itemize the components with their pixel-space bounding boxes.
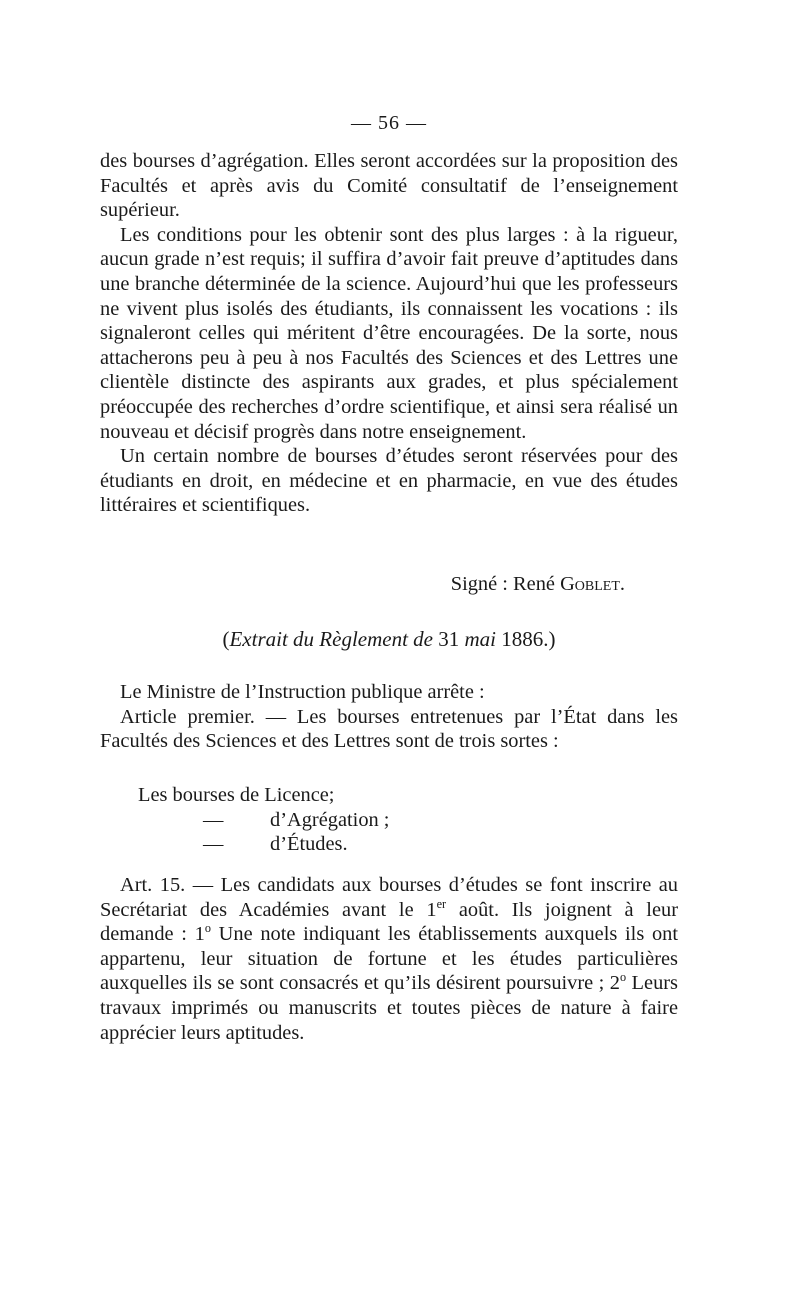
extract-open-paren: (	[222, 627, 230, 651]
superscript-er: er	[436, 896, 447, 911]
superscript-o-2: o	[619, 970, 627, 985]
intro-text	[100, 149, 678, 518]
article-15-end: Leurs travaux imprimés ou manuscrits et toutes pièces de nature à faire apprécier leurs aptitudes.	[100, 972, 678, 1044]
list-item	[100, 832, 678, 857]
list-dash: —	[203, 833, 224, 856]
article-15-mid-1: août. Ils joignent à leur demande : 1	[100, 898, 678, 946]
paragraph-conditions: Les conditions pour les obtenir sont des plus larges : à la rigueur, aucun grade n’est requis; il suffira d’avoir fait preuve d’aptitudes dans une branche déterminée de la science. Aujourd’hui que les professeurs ne vivent plus isolés des étudiants, ils connaissent les vocations : ils signaleront celles qui méritent d’être encouragées. De la sorte, nous attacherons peu à peu à nos Facultés des Sciences et des Lettres une clientèle distincte des aspirants aux grades, et plus spécialement préoccupée des recherches d’ordre scientifique, et ainsi sera réalisé un nouveau et décisif progrès dans notre enseignement.	[100, 223, 678, 443]
list-dash: —	[203, 808, 224, 831]
signature	[100, 573, 625, 596]
extract-heading	[100, 627, 678, 652]
article-15-start: Art. 15. — Les candidats aux bourses d’études se font inscrire au Secrétariat des Académies avant le 1	[100, 874, 678, 921]
list-item	[100, 783, 678, 808]
article-15-mid-2: Une note indiquant les établissements auxquels ils ont appartenu, leur situation de fortune et les études particulières auxquelles ils se sont consacrés et qu’ils désirent poursuivre ; 2	[100, 923, 679, 995]
extract-title: Extrait du Règlement de	[229, 627, 434, 651]
article-section	[100, 680, 678, 754]
extract-day: 31	[433, 627, 465, 651]
article-intro: Le Ministre de l’Instruction publique arrête :	[120, 681, 485, 703]
list-item-licence: Les bourses de Licence;	[138, 784, 335, 806]
list-item-etudes: d’Études.	[270, 833, 348, 856]
extract-year: 1886.)	[496, 627, 556, 651]
list-item-agregation: d’Agrégation ;	[270, 808, 390, 831]
page-number: — 56 —	[351, 112, 427, 134]
superscript-o-1: o	[204, 921, 211, 936]
extract-month: mai	[464, 627, 497, 651]
paragraph-agregation: des bourses d’agrégation. Elles seront accordées sur la proposition des Facultés et après avis du Comité consultatif de l’enseignement supérieur.	[100, 150, 678, 222]
article-premier: Article premier. — Les bourses entretenues par l’État dans les Facultés des Sciences et des Lettres sont de trois sortes :	[100, 705, 678, 753]
signature-name: Goblet.	[560, 573, 625, 595]
paragraph-bourses-etudes: Un certain nombre de bourses d’études seront réservées pour des étudiants en droit, en médecine et en pharmacie, en vue des études littéraires et scientifiques.	[100, 445, 678, 517]
article-15-section	[100, 873, 678, 1045]
article-15	[100, 873, 678, 1045]
signature-prefix: Signé : René	[450, 573, 555, 595]
list-item	[100, 808, 678, 833]
bourses-list	[100, 783, 678, 857]
